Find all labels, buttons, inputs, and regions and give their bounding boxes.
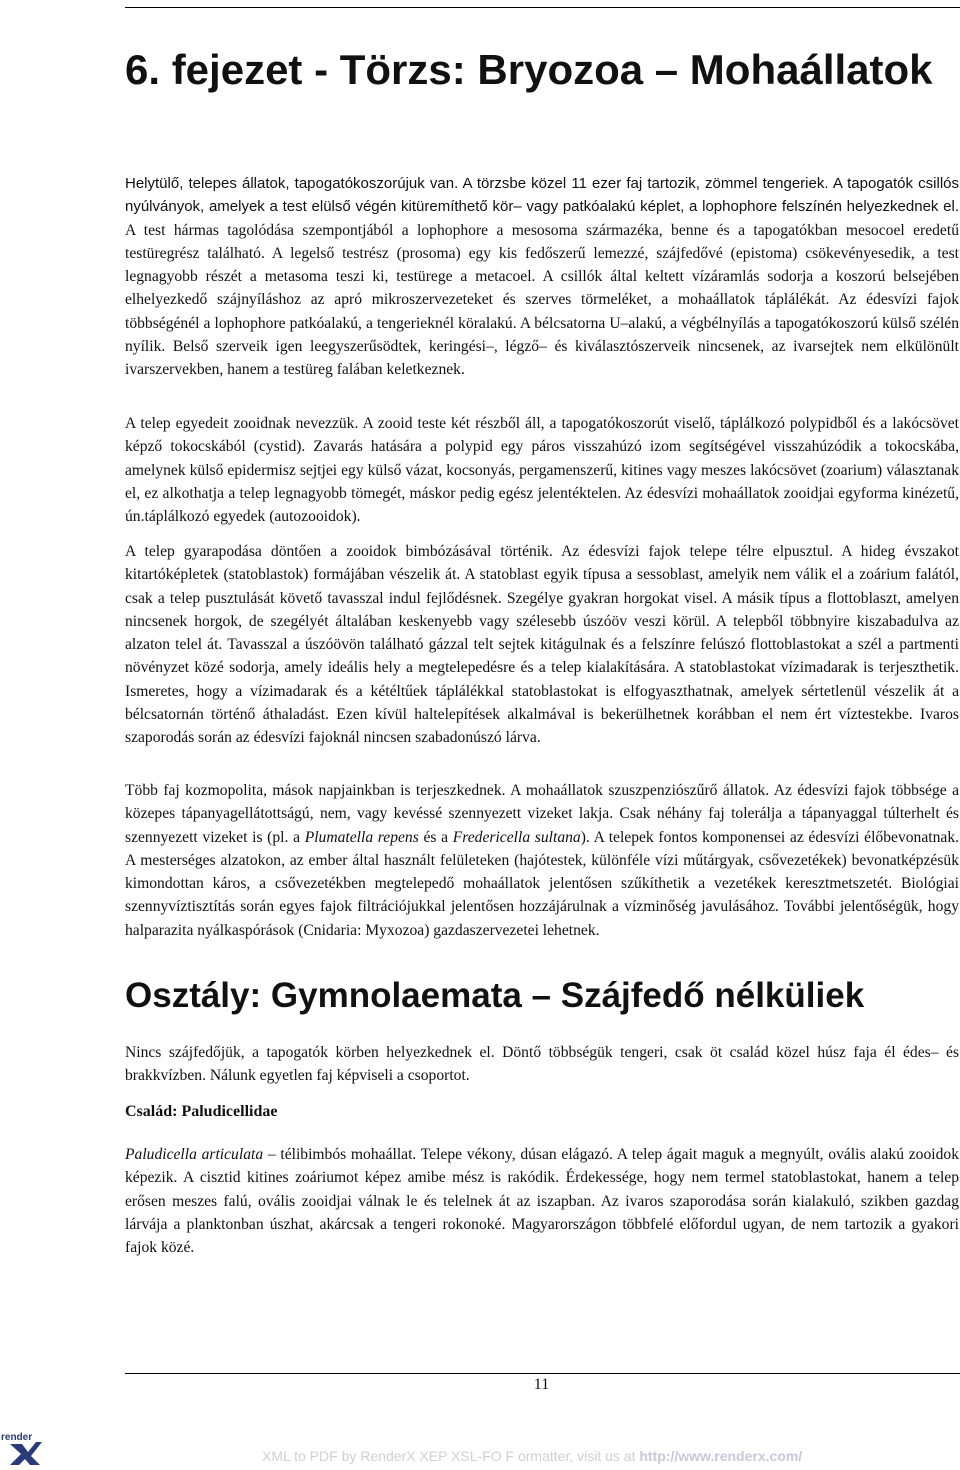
- ecology-section: [125, 779, 959, 942]
- footer-note: [262, 1448, 802, 1464]
- ecology-text-2: ). A telepek fontos komponensei az édesvízi élőbevonatnak. A mesterséges alzatokon, az ember által használt felületeken (hajótestek, különféle vízi műtárgyak, csővezetékek) bevonatképzésük kimondottan káros, a csővezetékben megtelepedő mohaállatok jelentősen szűkíthetik a vezetékek keresztmetszetét. Biológiai szennyvíztisztítás során egyes fajok filtrációjukkal jelentősen hozzájárulnak a vízminőség javulásához. További jelentőségük, hogy halparazita nyálkaspórások (Cnidaria: Myxozoa) gazdaszervezetei lehetnek.: [125, 828, 960, 939]
- header-rule: [125, 7, 960, 8]
- species-paragraph: [125, 1143, 959, 1259]
- intro-sentence: Helytülő, telepes állatok, tapogatókoszorújuk van. A törzsbe közel 11 ezer faj tartozik, zömmel tengeriek. A tapogatók csillós nyúlványok, amelyek a test elülső végén kitüremíthető kör– vagy patkóalakú képlet, a lophophore felszínén helyezkednek el.: [125, 175, 959, 216]
- ecology-connector: és a: [418, 828, 453, 846]
- renderx-logo: [0, 1428, 44, 1465]
- species-description: – télibimbós mohaállat. Telepe vékony, dúsan elágazó. A telep ágait maguk a megnyúlt, ovális alakú zooidok képezik. A cisztid kitines zoáriumot képez amibe mész is rakódik. Érdekessége, hogy nem termel statoblastokat, hanem a telep erősen meszes falú, ovális zooidjai válnak le és telelnek át az iszapban. Az ivaros szaporodása során kialakuló, szikben gazdag lárvája a planktonban úszhat, akárcsak a tengeri rokonoké. Magyarországon többfelé előfordul ugyan, de nem tartozik a gyakori fajok közé.: [125, 1146, 959, 1257]
- footer-rule: [125, 1373, 960, 1374]
- zooid-section: [125, 412, 959, 528]
- intro-paragraph: [125, 172, 959, 382]
- ecology-text-1: Több faj kozmopolita, mások napjainkban is terjeszkednek. A mohaállatok szuszpenziószűrő állatok. Az édesvízi fajok többsége a közepes tápanyagellátottságú, nem, vagy kevéssé szennyezett vizeket lakja. Csak néhány faj tolerálja a tápanyaggal túlterhelt és szennyezett vizeket is (pl. a: [125, 782, 959, 846]
- species-section: [125, 1143, 959, 1259]
- reproduction-section: [125, 540, 959, 750]
- page-number: 11: [533, 1376, 550, 1393]
- intro-rest: A test hármas tagolódása szempontjából a lophophore a mesosoma származéka, benne és a tapogatókban mesocoel eredetű testüregrész található. A legelső testrész (prosoma) egy kis fedőszerű lemezzé, szájfedővé (epistoma) csökevényesedik, a test legnagyobb részét a metasoma teszi ki, testürege a metacoel. A csillók által keltett vízáramlás sodorja a koszorú belsejében elhelyezkedő szájnyíláshoz az apró mikroszervezeteket és szerves törmeléket, a mohaállatok táplálékát. Az édesvízi fajok többségénél a lophophore patkóalakú, a tengerieknél köralakú. A bélcsatorna U–alakú, a végbélnyílás a tapogatókoszorú külső szélén nyílik. Belső szerveik igen leegyszerűsödtek, keringési–, légző– és kiválasztószerveik nincsenek, az ivarsejtek nem elkülönült ivarszervekben, hanem a testüreg falában keletkeznek.: [125, 221, 959, 379]
- section-title: Osztály: Gymnolaemata – Szájfedő nélküliek: [125, 976, 865, 1015]
- svg-text:render: render: [1, 1432, 33, 1443]
- footer-text: XML to PDF by RenderX XEP XSL-FO F ormatter, visit us at: [262, 1448, 640, 1464]
- chapter-intro: [125, 172, 959, 382]
- reproduction-paragraph: A telep gyarapodása döntően a zooidok bimbózásával történik. Az édesvízi fajok telepe télre elpusztul. A hideg évszakot kitartóképletek (statoblastok) formájában vészelik át. A statoblast egyik típusa a sessoblast, amelyik nem válik el a zoárium falától, csak a telep pusztulását követő tavasszal indul fejlődésnek. Szegélye gyakran horgokat visel. A másik típus a flottoblaszt, amelyen nincsenek horgok, de szegélyét általában keskenyebb vagy szélesebb úszóöv veszi körül. A telepből többnyire kiszabadulva az alzaton telel át. Tavasszal a úszóövön található gázzal telt sejtek kitágulnak és a felszínre felúszó flottoblastokat a szél a partmenti növényzet közé sodorja, amely ideális hely a megtelepedésre és a telep kialakítására. A statoblastokat vízimadarak is terjeszthetik. Ismeretes, hogy a vízimadarak és a kétéltűek táplálékkal statoblastokat is elfogyaszthatnak, amelyek sértetlenül vészelik át a bélcsatornán történő áthaladást. Ezen kívül haltelepítések alkalmával is bekerülhetnek korábban el nem ért víztestekbe. Ivaros szaporodás során az édesvízi fajoknál nincsen szabadonúszó lárva.: [125, 543, 959, 747]
- zooid-paragraph: A telep egyedeit zooidnak nevezzük. A zooid teste két részből áll, a tapogatókoszorút viselő, táplálkozó polypidből és a lakócsövet képző tokocskából (cystid). Zavarás hatására a polypid egy páros visszahúzó izom segítségével visszahúzódik a tokocskába, amelynek külső epidermisz sejtjei egy külső vázat, kocsonyás, pergamenszerű, kitines vagy meszes lakócsövet (zoarium) választanak el, ez alkothatja a telep legnagyobb tömegét, máskor pedig egész jelentéktelen. Az édesvízi mohaállatok zooidjai egyforma kinézetű, ún.táplálkozó egyedek (autozooidok).: [125, 415, 959, 526]
- species-name-1: Plumatella repens: [304, 828, 419, 846]
- section-intro-paragraph: Nincs szájfedőjük, a tapogatók körben helyezkednek el. Döntő többségük tengeri, csak öt család közel húsz faja él édes– és brakkvízben. Nálunk egyetlen faj képviseli a csoportot.: [125, 1044, 959, 1085]
- ecology-paragraph: [125, 779, 959, 942]
- footer-link[interactable]: http://www.renderx.com/: [639, 1448, 803, 1464]
- species-name: Paludicella articulata: [125, 1146, 264, 1163]
- species-name-2: Fredericella sultana: [452, 828, 581, 846]
- chapter-title: 6. fejezet - Törzs: Bryozoa – Mohaállatok: [125, 46, 933, 93]
- family-title: Család: Paludicellidae: [125, 1103, 278, 1120]
- renderx-logo-graphic: [0, 1428, 44, 1465]
- section-intro: [125, 1041, 959, 1088]
